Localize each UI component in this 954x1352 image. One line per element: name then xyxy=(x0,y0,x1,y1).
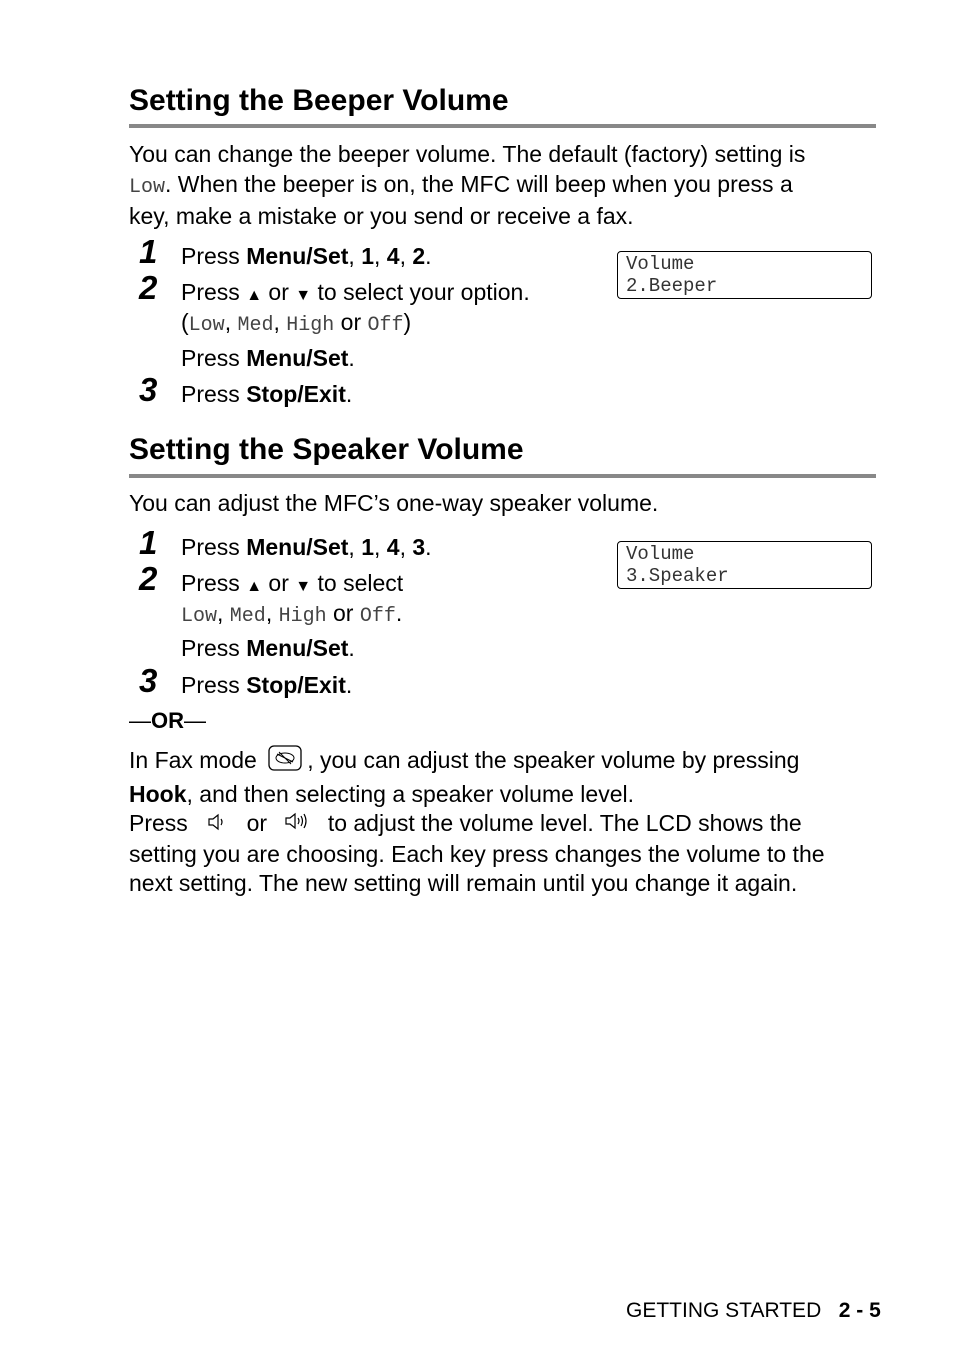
intro-text: key, make a mistake or you send or receive a fax. xyxy=(129,203,634,229)
section-title-speaker: Setting the Speaker Volume xyxy=(129,433,524,466)
step-number: 1 xyxy=(139,233,158,270)
step-3-instruction: Press Stop/Exit. xyxy=(181,381,353,407)
intro-text: You can change the beeper volume. The default (factory) setting is xyxy=(129,141,806,167)
triangle-down-icon: ▼ xyxy=(295,287,312,304)
step-2-options: (Low, Med, High or Off) xyxy=(181,309,412,337)
lcd-line: Volume xyxy=(626,543,695,565)
step-2-confirm: Press Menu/Set. xyxy=(181,345,355,371)
triangle-up-icon: ▲ xyxy=(246,287,263,304)
speaker-low-icon xyxy=(206,810,230,840)
step-number: 2 xyxy=(139,269,158,306)
step-2-instruction: Press ▲ or ▼ to select your option. xyxy=(181,279,530,305)
lcd-line: 2.Beeper xyxy=(626,275,718,297)
lcd-display-speaker xyxy=(617,541,872,589)
section-rule xyxy=(129,474,876,478)
page-footer xyxy=(626,1299,881,1323)
step-1-instruction: Press Menu/Set, 1, 4, 3. xyxy=(181,534,432,560)
triangle-down-icon: ▼ xyxy=(295,578,312,595)
step-2-options: Low, Med, High or Off. xyxy=(181,600,403,628)
or-separator: —OR— xyxy=(129,708,206,733)
step-3-instruction: Press Stop/Exit. xyxy=(181,672,353,698)
fax-mode-paragraph: In Fax mode , you can adjust the speaker volume by pressing Hook, and then selecting a speaker volume level. xyxy=(129,744,889,809)
step-1-instruction: Press Menu/Set, 1, 4, 2. xyxy=(181,243,432,269)
step-number: 3 xyxy=(139,662,158,699)
page-number: 2 - 5 xyxy=(838,1299,881,1322)
section-rule xyxy=(129,124,876,128)
step-2-instruction: Press ▲ or ▼ to select xyxy=(181,570,404,596)
step-number: 3 xyxy=(139,371,158,408)
section-title-beeper: Setting the Beeper Volume xyxy=(129,84,509,117)
step-2-confirm: Press Menu/Set. xyxy=(181,635,355,661)
default-value: Low xyxy=(129,175,166,199)
fax-mode-icon xyxy=(267,744,303,780)
lcd-line: Volume xyxy=(626,253,695,275)
speaker-intro: You can adjust the MFC’s one-way speaker volume. xyxy=(129,490,659,516)
intro-text: . When the beeper is on, the MFC will beep when you press a xyxy=(165,170,793,197)
step-number: 1 xyxy=(139,524,158,561)
lcd-display-beeper xyxy=(617,251,872,299)
triangle-up-icon: ▲ xyxy=(246,578,263,595)
footer-section: GETTING STARTED xyxy=(626,1299,822,1322)
lcd-line: 3.Speaker xyxy=(626,565,729,587)
beeper-intro xyxy=(129,140,889,232)
volume-keys-paragraph: Press or to adjust the volume level. The LCD shows the setting you are choosing. Each key press changes the volume to the next setting. The new setting will remain until you change it again. xyxy=(129,810,825,897)
step-number: 2 xyxy=(139,560,158,597)
speaker-high-icon xyxy=(283,810,313,840)
